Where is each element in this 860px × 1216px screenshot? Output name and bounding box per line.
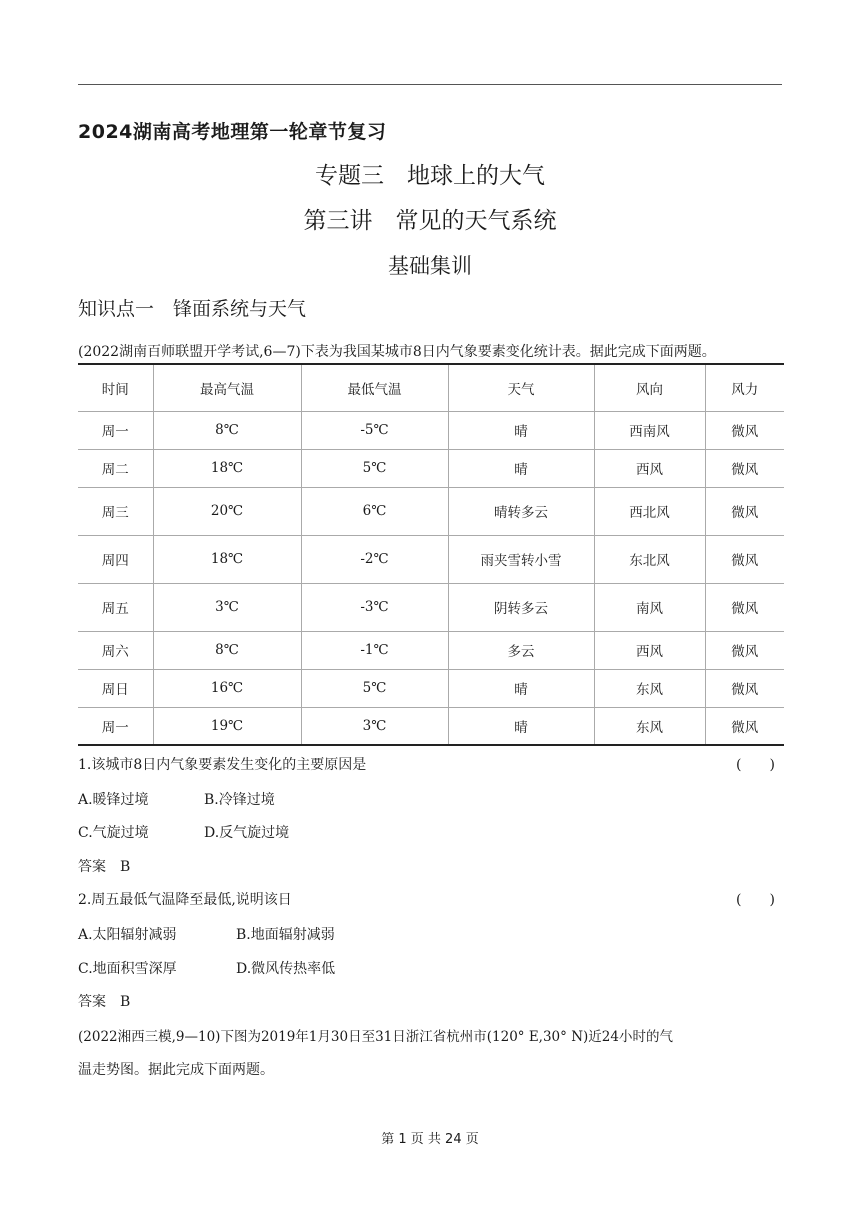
question-2-option-d: D.微风传热率低	[236, 961, 336, 977]
question-1-answer: 答案 B	[78, 859, 131, 875]
header-max-temp: 最高气温	[153, 364, 301, 411]
cell-wind-direction: 西南风	[594, 411, 705, 449]
cell-wind-direction: 西风	[594, 449, 705, 487]
cell-max-temp: 3℃	[153, 583, 301, 631]
cell-max-temp: 8℃	[153, 411, 301, 449]
cell-weather: 雨夹雪转小雪	[448, 535, 594, 583]
cell-wind-force: 微风	[705, 583, 784, 631]
question-2-option-a: A.太阳辐射减弱	[78, 927, 177, 943]
cell-wind-force: 微风	[705, 707, 784, 745]
cell-time: 周日	[78, 669, 153, 707]
header-wind-force: 风力	[705, 364, 784, 411]
cell-min-temp: -5℃	[301, 411, 448, 449]
cell-max-temp: 18℃	[153, 535, 301, 583]
cell-weather: 多云	[448, 631, 594, 669]
page-number: 第 1 页 共 24 页	[381, 1132, 479, 1147]
table-header-row	[78, 364, 784, 411]
table-row	[78, 707, 784, 745]
subtitle: 基础集训	[388, 254, 472, 278]
cell-wind-force: 微风	[705, 535, 784, 583]
weather-table	[78, 363, 784, 746]
question-1-option-d: D.反气旋过境	[204, 825, 290, 841]
cell-time: 周一	[78, 707, 153, 745]
header-wind-direction: 风向	[594, 364, 705, 411]
table-row	[78, 449, 784, 487]
table-row	[78, 487, 784, 535]
cell-wind-force: 微风	[705, 449, 784, 487]
cell-time: 周一	[78, 411, 153, 449]
cell-max-temp: 16℃	[153, 669, 301, 707]
header-weather: 天气	[448, 364, 594, 411]
topic-title: 专题三 地球上的大气	[315, 163, 545, 189]
cell-weather: 晴	[448, 411, 594, 449]
cell-wind-direction: 东风	[594, 669, 705, 707]
cell-min-temp: -3℃	[301, 583, 448, 631]
table-row	[78, 535, 784, 583]
cell-wind-direction: 东北风	[594, 535, 705, 583]
question-2-stem: 2.周五最低气温降至最低,说明该日	[78, 892, 292, 908]
table-row	[78, 631, 784, 669]
cell-time: 周五	[78, 583, 153, 631]
cell-time: 周六	[78, 631, 153, 669]
question-1-option-a: A.暖锋过境	[78, 792, 149, 808]
header-min-temp: 最低气温	[301, 364, 448, 411]
section-title: 知识点一 锋面系统与天气	[78, 298, 307, 320]
cell-min-temp: -2℃	[301, 535, 448, 583]
cell-weather: 晴	[448, 669, 594, 707]
intro-paragraph-1: (2022湖南百师联盟开学考试,6—7)下表为我国某城市8日内气象要素变化统计表。据此完成下面两题。	[78, 344, 716, 360]
cell-max-temp: 18℃	[153, 449, 301, 487]
cell-wind-force: 微风	[705, 411, 784, 449]
lecture-title: 第三讲 常见的天气系统	[303, 208, 557, 234]
question-1-stem: 1.该城市8日内气象要素发生变化的主要原因是	[78, 757, 367, 773]
cell-wind-direction: 西风	[594, 631, 705, 669]
header-rule	[78, 84, 782, 85]
cell-time: 周四	[78, 535, 153, 583]
table-row	[78, 411, 784, 449]
cell-min-temp: 3℃	[301, 707, 448, 745]
cell-wind-direction: 南风	[594, 583, 705, 631]
cell-min-temp: 6℃	[301, 487, 448, 535]
cell-wind-direction: 西北风	[594, 487, 705, 535]
intro-paragraph-2-line-2: 温走势图。据此完成下面两题。	[78, 1062, 274, 1078]
cell-weather: 晴	[448, 449, 594, 487]
question-2-answer-blank: ( )	[736, 892, 775, 908]
cell-min-temp: -1℃	[301, 631, 448, 669]
cell-max-temp: 19℃	[153, 707, 301, 745]
cell-max-temp: 8℃	[153, 631, 301, 669]
intro-paragraph-2-line-1: (2022湘西三模,9—10)下图为2019年1月30日至31日浙江省杭州市(120° E,30° N)近24小时的气	[78, 1029, 673, 1045]
header-time: 时间	[78, 364, 153, 411]
cell-min-temp: 5℃	[301, 449, 448, 487]
cell-wind-force: 微风	[705, 669, 784, 707]
table-row	[78, 669, 784, 707]
question-1-answer-blank: ( )	[736, 757, 775, 773]
cell-weather: 阴转多云	[448, 583, 594, 631]
series-title: 2024湖南高考地理第一轮章节复习	[78, 121, 387, 143]
cell-wind-force: 微风	[705, 487, 784, 535]
question-2-option-c: C.地面积雪深厚	[78, 961, 177, 977]
question-1-option-b: B.冷锋过境	[204, 792, 275, 808]
cell-time: 周三	[78, 487, 153, 535]
question-2-option-b: B.地面辐射减弱	[236, 927, 335, 943]
cell-max-temp: 20℃	[153, 487, 301, 535]
table-row	[78, 583, 784, 631]
cell-weather: 晴转多云	[448, 487, 594, 535]
cell-time: 周二	[78, 449, 153, 487]
question-2-answer: 答案 B	[78, 994, 131, 1010]
cell-min-temp: 5℃	[301, 669, 448, 707]
cell-wind-force: 微风	[705, 631, 784, 669]
cell-wind-direction: 东风	[594, 707, 705, 745]
cell-weather: 晴	[448, 707, 594, 745]
question-1-option-c: C.气旋过境	[78, 825, 149, 841]
